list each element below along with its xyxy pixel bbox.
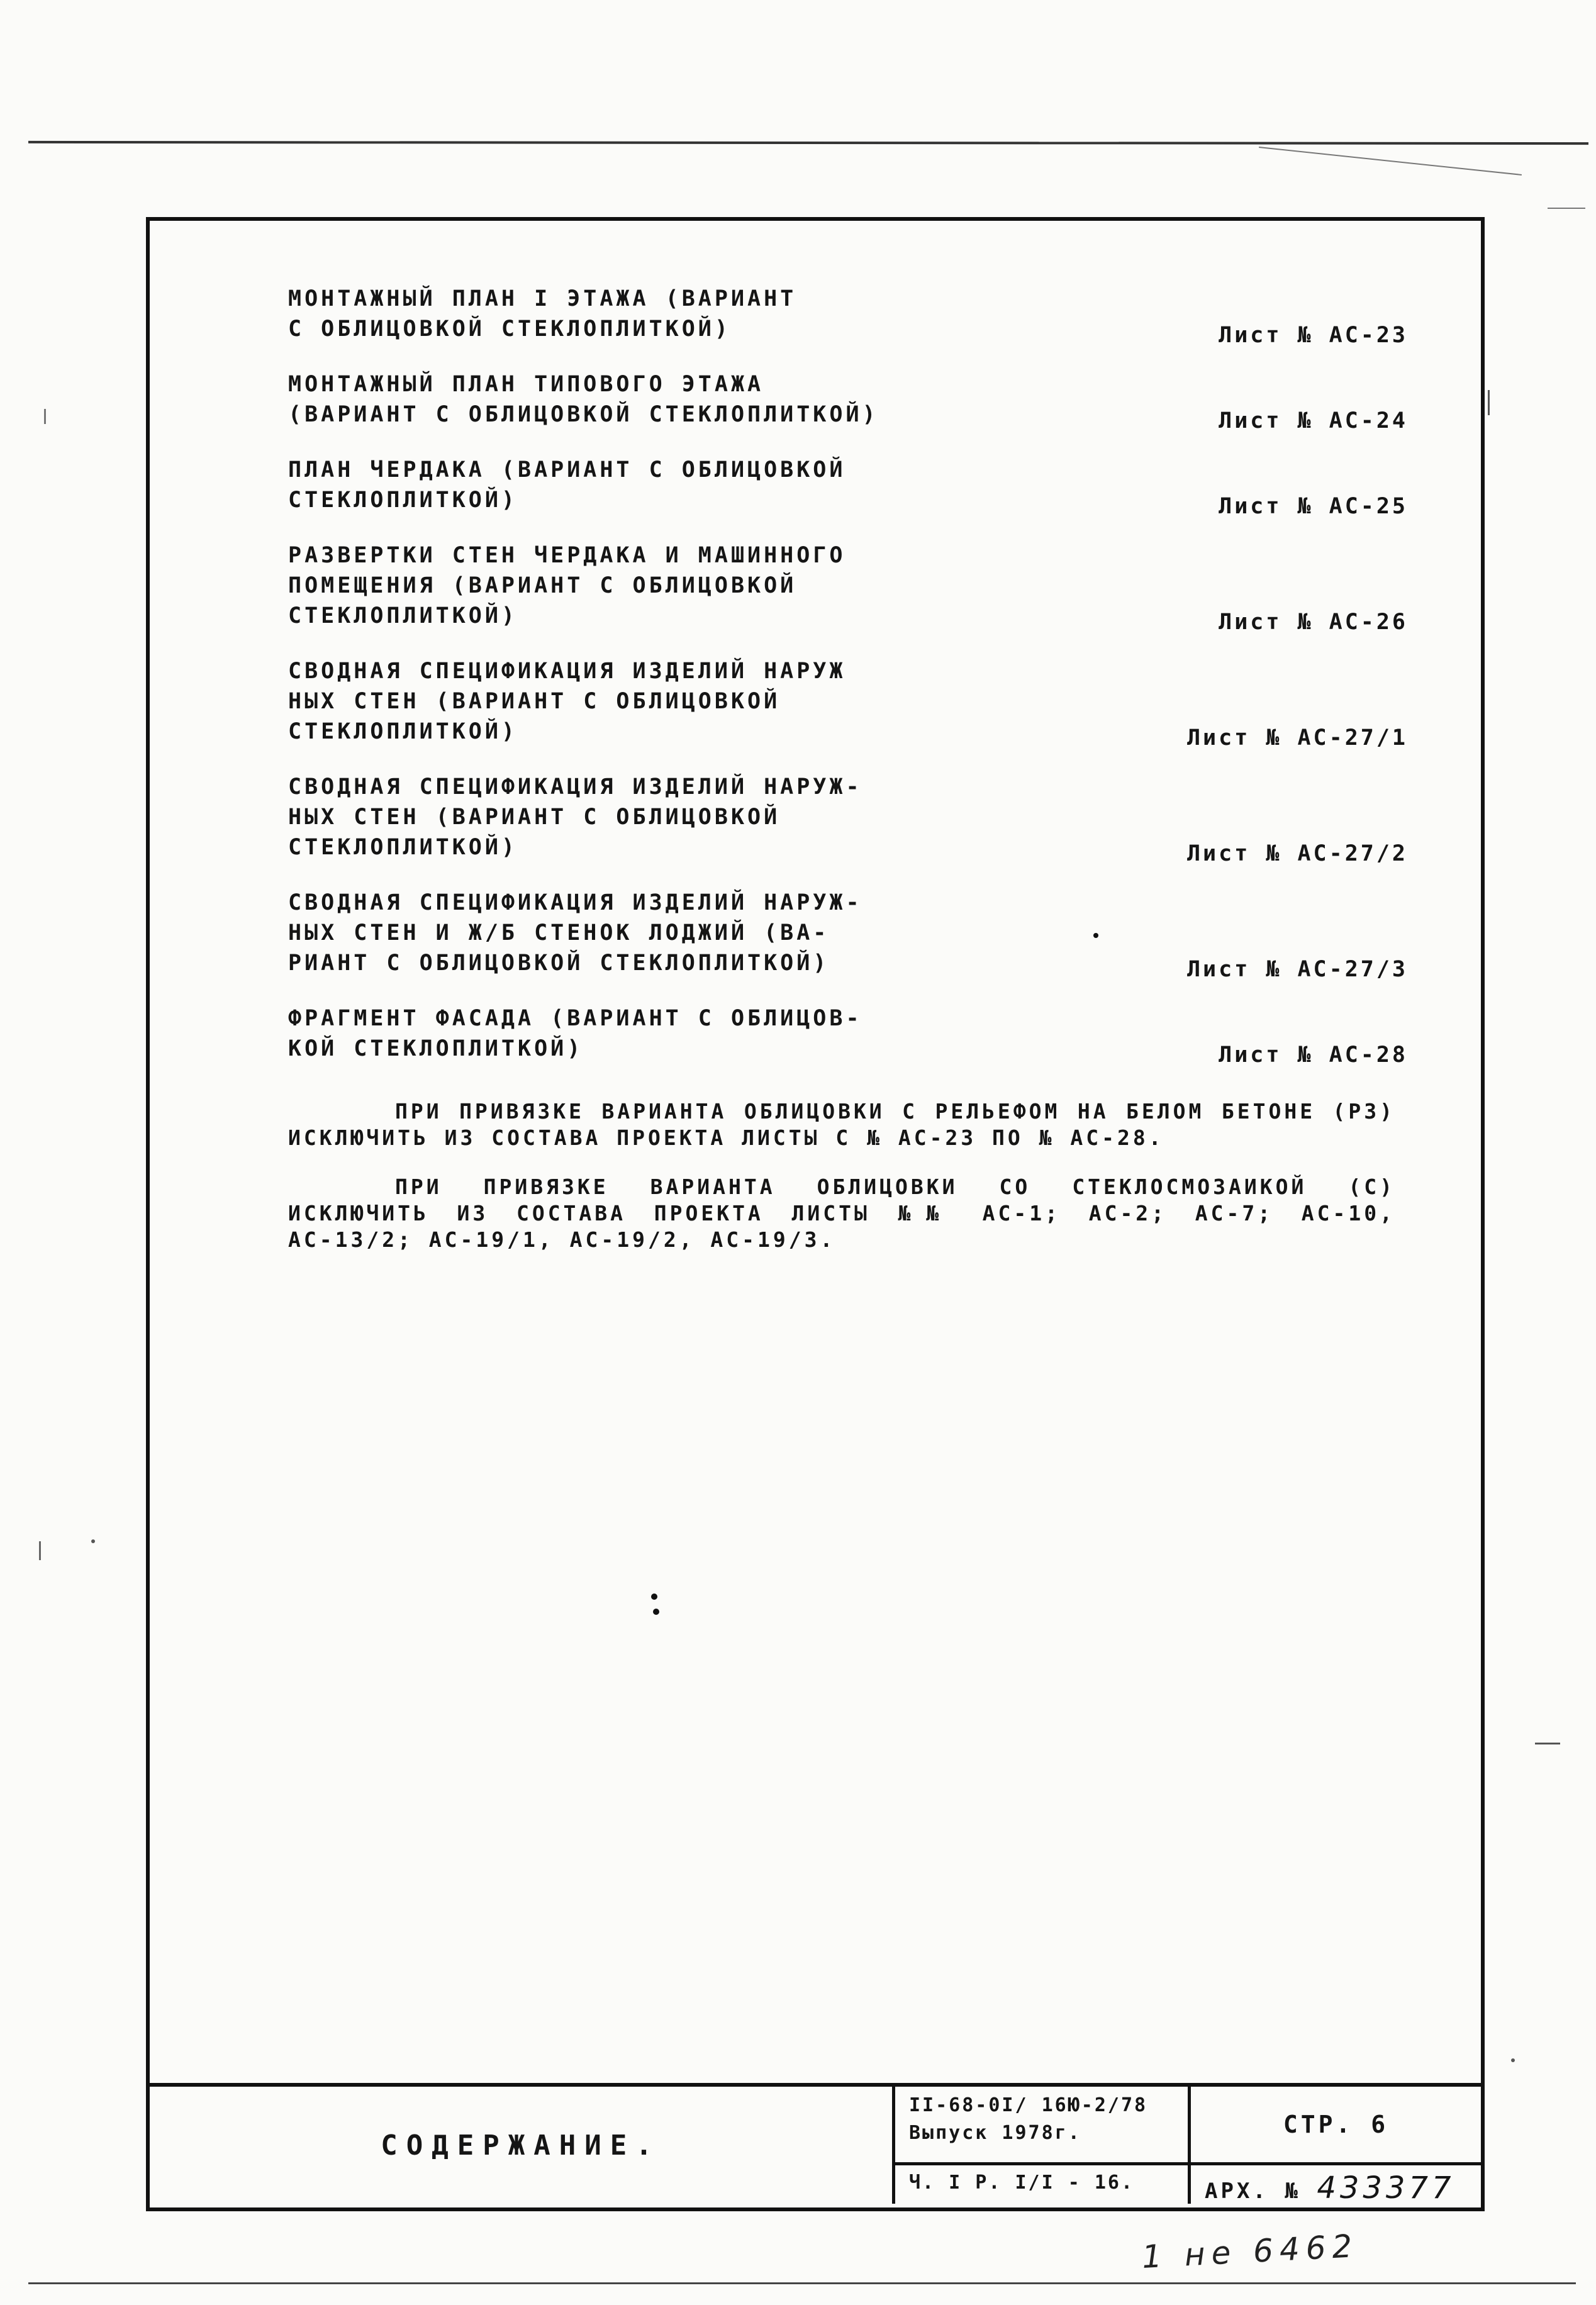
toc-item-title: СВОДНАЯ СПЕЦИФИКАЦИЯ ИЗДЕЛИЙ НАРУЖ- НЫХ СТЕН (ВАРИАНТ С ОБЛИЦОВКОЙ СТЕКЛОПЛИТКОЙ): [288, 774, 862, 860]
toc-item-title: СВОДНАЯ СПЕЦИФИКАЦИЯ ИЗДЕЛИЙ НАРУЖ- НЫХ СТЕН И Ж/Б СТЕНОК ЛОДЖИЙ (ВА- РИАНТ С ОБЛИЦОВКОЙ СТЕКЛОПЛИТКОЙ): [288, 890, 862, 976]
toc-item-sheet-ref: Лист № АС-25: [1219, 494, 1408, 519]
title-block: [150, 2083, 1481, 2207]
toc-item: [288, 455, 1458, 519]
title-block-document-code: [895, 2087, 1191, 2162]
toc-item-sheet-ref: Лист № АС-23: [1219, 323, 1408, 348]
title-block-title: СОДЕРЖАНИЕ.: [150, 2087, 895, 2204]
toc-item-sheet-ref: Лист № АС-26: [1219, 610, 1408, 635]
title-block-page: СТР. 6: [1283, 2111, 1389, 2138]
note: ПРИ ПРИВЯЗКЕ ВАРИАНТА ОБЛИЦОВКИ СО СТЕКЛОСМОЗАИКОЙ (С) ИСКЛЮЧИТЬ ИЗ СОСТАВА ПРОЕКТА ЛИСТЫ №№ АС-1; АС-2; АС-7; АС-10, АС-13/2; АС-19/1, АС-19/2, АС-19/3.: [288, 1175, 1395, 1252]
toc-item-title: МОНТАЖНЫЙ ПЛАН ТИПОВОГО ЭТАЖА (ВАРИАНТ С ОБЛИЦОВКОЙ СТЕКЛОПЛИТКОЙ): [288, 372, 879, 427]
table-of-contents: [288, 284, 1458, 1089]
toc-item: [288, 1003, 1458, 1068]
toc-item: [288, 540, 1458, 635]
toc-item-title: МОНТАЖНЫЙ ПЛАН I ЭТАЖА (ВАРИАНТ С ОБЛИЦОВКОЙ СТЕКЛОПЛИТКОЙ): [288, 286, 797, 342]
toc-item-sheet-ref: Лист № АС-28: [1219, 1042, 1408, 1068]
note: ПРИ ПРИВЯЗКЕ ВАРИАНТА ОБЛИЦОВКИ С РЕЛЬЕФОМ НА БЕЛОМ БЕТОНЕ (РЗ) ИСКЛЮЧИТЬ ИЗ СОСТАВА ПРОЕКТА ЛИСТЫ С № АС-23 ПО № АС-28.: [288, 1099, 1395, 1150]
toc-item-title: СВОДНАЯ СПЕЦИФИКАЦИЯ ИЗДЕЛИЙ НАРУЖ НЫХ СТЕН (ВАРИАНТ С ОБЛИЦОВКОЙ СТЕКЛОПЛИТКОЙ): [288, 659, 846, 744]
toc-item: [288, 888, 1458, 982]
title-block-archive: [1191, 2162, 1481, 2204]
toc-item-title: ПЛАН ЧЕРДАКА (ВАРИАНТ С ОБЛИЦОВКОЙ СТЕКЛОПЛИТКОЙ): [288, 457, 846, 513]
document-code: II-68-0I/ 16Ю-2/78: [909, 2094, 1148, 2116]
toc-item: [288, 369, 1458, 433]
archive-number: 433377: [1317, 2170, 1455, 2204]
top-trim-line: [28, 141, 1588, 145]
toc-item-sheet-ref: Лист № АС-27/2: [1186, 841, 1408, 866]
archive-label: АРХ. №: [1205, 2179, 1301, 2204]
toc-item: [288, 772, 1458, 866]
toc-item-sheet-ref: Лист № АС-24: [1219, 408, 1408, 433]
scan-mark: [1548, 208, 1585, 209]
toc-item: [288, 656, 1458, 751]
scan-mark: [28, 2282, 1576, 2284]
toc-item-title: ФРАГМЕНТ ФАСАДА (ВАРИАНТ С ОБЛИЦОВ- КОЙ СТЕКЛОПЛИТКОЙ): [288, 1006, 862, 1061]
toc-item-title: РАЗВЕРТКИ СТЕН ЧЕРДАКА И МАШИННОГО ПОМЕЩЕНИЯ (ВАРИАНТ С ОБЛИЦОВКОЙ СТЕКЛОПЛИТКОЙ): [288, 543, 846, 628]
toc-item: [288, 284, 1458, 348]
issue-year: Выпуск 1978г.: [909, 2122, 1081, 2144]
toc-item-sheet-ref: Лист № АС-27/1: [1186, 725, 1408, 751]
handwritten-note: 1 не 6462: [1141, 2228, 1359, 2275]
notes: [288, 1098, 1395, 1276]
scan-mark: [1259, 147, 1522, 176]
title-block-part: Ч. I Р. I/I - 16.: [895, 2162, 1191, 2204]
toc-item-sheet-ref: Лист № АС-27/3: [1186, 957, 1408, 982]
document-sheet: [146, 217, 1485, 2211]
